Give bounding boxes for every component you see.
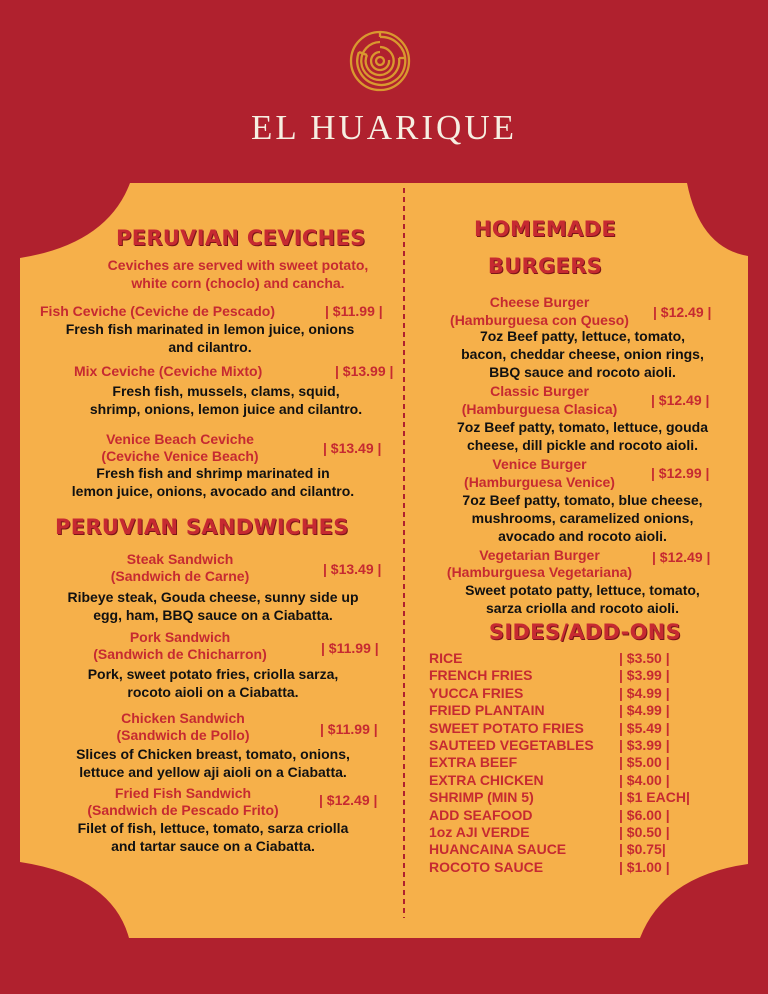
section-title-sides: SIDES/ADD-ONS [488, 620, 682, 644]
restaurant-name: EL HUARIQUE [251, 108, 517, 147]
side-item-name: SAUTEED VEGETABLES [429, 736, 594, 753]
menu-item-desc: Fresh fish, mussels, clams, squid, [112, 383, 340, 399]
section-title-burgers: HOMEMADE [474, 217, 616, 241]
maze-logo-icon [349, 30, 411, 92]
menu-item-name: (Sandwich de Chicharron) [93, 646, 267, 662]
menu-item-name: Steak Sandwich [126, 551, 234, 567]
menu-item-desc: cheese, dill pickle and rocoto aioli. [466, 437, 699, 453]
side-item-name: ROCOTO SAUCE [429, 858, 544, 875]
side-item [429, 807, 709, 824]
side-item-name: SWEET POTATO FRIES [429, 719, 584, 736]
menu-item-name: Cheese Burger [489, 294, 590, 310]
menu-item-desc: and cilantro. [168, 339, 252, 355]
side-item-price: | $0.75| [619, 841, 666, 858]
menu-item-price: | $12.49 | [319, 792, 378, 808]
menu-item-name: Mix Ceviche (Ceviche Mixto) [74, 363, 263, 379]
section-title-ceviches: PERUVIAN CEVICHES [116, 226, 366, 250]
menu-item-desc: mushrooms, caramelized onions, [471, 510, 694, 526]
ceviche-intro-line: Ceviches are served with sweet potato, [107, 257, 369, 273]
menu-item-desc: Sweet potato patty, lettuce, tomato, [465, 582, 700, 598]
side-item-name: FRIED PLANTAIN [429, 702, 545, 719]
side-item [429, 685, 709, 702]
side-item-name: YUCCA FRIES [429, 684, 524, 701]
menu-item-name: (Hamburguesa con Queso) [450, 312, 629, 328]
section-title-sandwiches: PERUVIAN SANDWICHES [55, 515, 349, 539]
menu-item-price: | $11.99 | [320, 721, 378, 737]
side-item-price: | $5.49 | [619, 719, 670, 736]
menu-item-name: (Hamburguesa Venice) [464, 474, 615, 490]
side-item-price: | $4.99 | [619, 702, 670, 719]
menu-item-desc: 7oz Beef patty, lettuce, tomato, [479, 328, 686, 344]
menu-item-name: (Sandwich de Pescado Frito) [87, 802, 279, 818]
menu-item-name: Chicken Sandwich [121, 710, 245, 726]
menu-item-name: Venice Burger [492, 456, 587, 472]
side-item-price: | $1.00 | [619, 858, 670, 875]
side-item-name: EXTRA CHICKEN [429, 771, 544, 788]
menu-item-desc: shrimp, onions, lemon juice and cilantro. [89, 401, 363, 417]
side-item [429, 650, 709, 667]
menu-item-price: | $11.99 | [325, 303, 383, 319]
menu-item-desc: Ribeye steak, Gouda cheese, sunny side up [67, 589, 359, 605]
menu-item-desc: Fresh fish and shrimp marinated in [96, 465, 330, 481]
menu-item-name: Venice Beach Ceviche [106, 431, 254, 447]
ceviche-intro-line: white corn (choclo) and cancha. [131, 275, 345, 291]
side-item-price: | $1 EACH| [619, 789, 690, 806]
side-item-price: | $5.00 | [619, 754, 670, 771]
menu-item-desc: rocoto aioli on a Ciabatta. [127, 684, 299, 700]
menu-item-price: | $11.99 | [321, 640, 379, 656]
side-item-name: RICE [429, 650, 463, 666]
menu-item-desc: 7oz Beef patty, tomato, blue cheese, [462, 492, 703, 508]
menu-item-name: Fried Fish Sandwich [114, 785, 252, 801]
menu-item-desc: lemon juice, onions, avocado and cilantro. [71, 483, 355, 499]
menu-item-price: | $12.49 | [652, 549, 711, 565]
side-item-name: FRENCH FRIES [429, 667, 533, 684]
menu-item-name: (Hamburguesa Vegetariana) [446, 564, 633, 580]
menu-item-desc: lettuce and yellow aji aioli on a Ciabatta. [79, 764, 347, 780]
menu-item-desc: egg, ham, BBQ sauce on a Ciabatta. [93, 607, 333, 623]
side-item-price: | $4.99 | [619, 684, 670, 701]
side-item-price: | $0.50 | [619, 823, 670, 840]
menu-item-desc: bacon, cheddar cheese, onion rings, [461, 346, 704, 362]
side-item-price: | $3.99 | [619, 736, 670, 753]
menu-item-name: Vegetarian Burger [479, 547, 600, 563]
menu-item-desc: Filet of fish, lettuce, tomato, sarza criolla [77, 820, 349, 836]
side-item-price: | $6.00 | [619, 806, 670, 823]
side-item [429, 824, 709, 841]
side-item [429, 772, 709, 789]
menu-item-price: | $13.49 | [323, 561, 382, 577]
side-item [429, 702, 709, 719]
menu-item-desc: BBQ sauce and rocoto aioli. [489, 364, 676, 380]
side-item [429, 667, 709, 684]
menu-item-name: (Hamburguesa Clasica) [461, 401, 618, 417]
section-title-burgers: BURGERS [487, 254, 603, 278]
menu-item-price: | $13.49 | [323, 440, 382, 456]
menu-item-name: Classic Burger [490, 383, 589, 399]
menu-item-desc: avocado and rocoto aioli. [498, 528, 667, 544]
side-item [429, 789, 709, 806]
side-item-name: HUANCAINA SAUCE [429, 841, 567, 858]
side-item [429, 859, 709, 876]
side-item [429, 737, 709, 754]
side-item-name: SHRIMP (MIN 5) [429, 789, 534, 806]
side-item-price: | $4.00 | [619, 771, 670, 788]
side-item [429, 720, 709, 737]
menu-item-name: Fish Ceviche (Ceviche de Pescado) [40, 303, 275, 319]
menu-item-price: | $13.99 | [335, 363, 394, 379]
menu-item-desc: Pork, sweet potato fries, criolla sarza, [87, 666, 339, 682]
menu-item-desc: Fresh fish marinated in lemon juice, onions [65, 321, 355, 337]
menu-item-desc: Slices of Chicken breast, tomato, onions, [76, 746, 350, 762]
menu-item-name: Pork Sandwich [129, 629, 231, 645]
side-item-price: | $3.99 | [619, 667, 670, 684]
sides-list [429, 650, 709, 876]
menu-item-desc: 7oz Beef patty, tomato, lettuce, gouda [457, 419, 708, 435]
menu-item-name: (Sandwich de Pollo) [116, 727, 250, 743]
menu-item-name: (Ceviche Venice Beach) [101, 448, 259, 464]
side-item [429, 754, 709, 771]
side-item-name: ADD SEAFOOD [429, 806, 533, 823]
menu-item-price: | $12.49 | [653, 304, 712, 320]
side-item-name: EXTRA BEEF [429, 754, 518, 771]
side-item-name: 1oz AJI VERDE [429, 823, 530, 840]
menu-item-name: (Sandwich de Carne) [110, 568, 250, 584]
side-item [429, 841, 709, 858]
menu-item-price: | $12.99 | [651, 465, 710, 481]
menu-item-desc: and tartar sauce on a Ciabatta. [111, 838, 315, 854]
menu-item-desc: sarza criolla and rocoto aioli. [486, 600, 679, 616]
menu-item-price: | $12.49 | [651, 392, 710, 408]
side-item-price: | $3.50 | [619, 650, 670, 666]
